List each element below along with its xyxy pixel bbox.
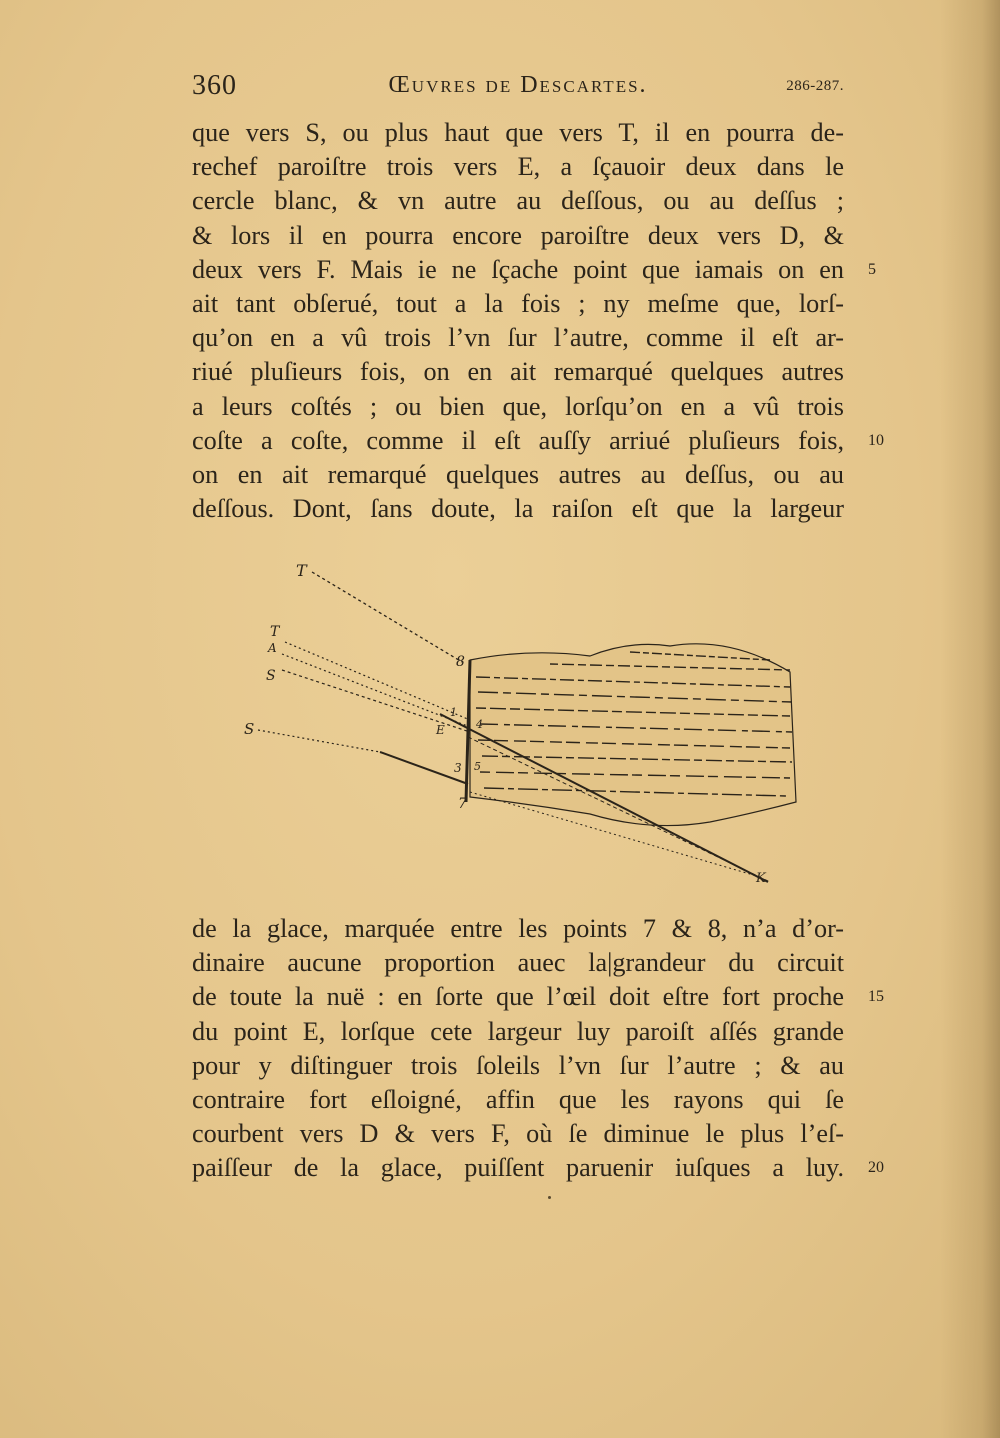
line-text: de la glace, marquée entre les points 7 & 8, n’a d’or- [192, 914, 844, 943]
text-block-bottom [192, 912, 884, 1186]
text-line [192, 1049, 844, 1083]
cloud-hatching [470, 644, 796, 826]
line-text: on en ait remarqué quelques autres au deſſus, ou au [192, 459, 844, 489]
page-header [192, 70, 844, 106]
label-4: 4 [476, 718, 483, 731]
line-text: deux vers F. Mais ie ne ſçache point que iamais on en [192, 254, 844, 284]
text-line [192, 321, 844, 355]
text-line [192, 116, 844, 150]
text-line [192, 1015, 844, 1049]
text-line [192, 219, 844, 253]
label-S-upper: S [266, 668, 276, 684]
text-line [192, 1083, 844, 1117]
text-line [192, 253, 876, 287]
text-line [192, 912, 844, 946]
label-T-second: T [270, 624, 280, 640]
label-K: K [756, 871, 766, 886]
folio-reference: 286-287. [786, 78, 844, 94]
text-line [192, 980, 884, 1014]
text-line [192, 424, 884, 458]
diagram-figure [230, 552, 830, 897]
line-text: deſſous. Dont, ſans doute, la raiſon eſt que la largeur [192, 494, 844, 524]
line-text: que vers S, ou plus haut que vers T, il en pourra de- [192, 118, 844, 147]
text-block-top [192, 116, 884, 526]
ice-cloud-diagram [230, 552, 830, 897]
line-text: riué pluſieurs fois, on en ait remarqué quelques autres [192, 357, 844, 387]
label-1: 1 [450, 706, 457, 719]
label-5: 5 [474, 760, 481, 773]
line-number: 15 [868, 988, 884, 1006]
text-line [192, 492, 844, 526]
label-7: 7 [458, 796, 467, 812]
line-text: coſte a coſte, comme il eſt auſſy arriué pluſieurs fois, [192, 425, 844, 455]
line-text: paiſſeur de la glace, puiſſent paruenir iuſques a luy. [192, 1153, 844, 1183]
line-text: & lors il en pourra encore paroiſtre deux vers D, & [192, 220, 844, 250]
book-spine-shadow [940, 0, 1000, 1438]
label-S-lower: S [244, 720, 255, 738]
line-number: 20 [868, 1159, 884, 1177]
text-line [192, 150, 844, 184]
text-line [192, 1151, 884, 1185]
text-line [192, 390, 844, 424]
label-E: E [436, 723, 445, 737]
running-title: Œuvres de Descartes. [388, 72, 648, 98]
label-A: A [268, 641, 277, 655]
line-text: dinaire aucune proportion auec la|grandeur du circuit [192, 948, 844, 978]
text-line [192, 287, 844, 321]
text-line [192, 184, 844, 218]
line-text: qu’on en a vû trois l’vn ſur l’autre, comme il eſt ar- [192, 323, 844, 353]
line-text: ait tant obſerué, tout a la fois ; ny meſme que, lorſ- [192, 288, 844, 318]
line-text: pour y diſtinguer trois ſoleils l’vn ſur l’autre ; & au [192, 1050, 844, 1080]
text-line [192, 355, 844, 389]
line-text: rechef paroiſtre trois vers E, a ſçauoir deux dans le [192, 152, 844, 182]
page-number: 360 [192, 70, 237, 101]
line-number: 5 [868, 260, 876, 278]
text-line [192, 946, 844, 980]
line-text: contraire fort eſloigné, affin que les rayons qui ſe [192, 1084, 844, 1114]
line-number: 10 [868, 431, 884, 449]
line-text: courbent vers D & vers F, où ſe diminue le plus l’eſ- [192, 1119, 844, 1149]
text-line [192, 1117, 844, 1151]
line-text: de toute la nuë : en ſorte que l’œil doit eſtre fort proche [192, 982, 844, 1012]
line-text: a leurs coſtés ; ou bien que, lorſqu’on en a vû trois [192, 391, 844, 421]
text-line [192, 458, 844, 492]
label-3: 3 [454, 761, 462, 775]
label-T-top: T [296, 561, 307, 580]
line-text: du point E, lorſque cete largeur luy paroiſt aſſés grande [192, 1016, 844, 1046]
stray-mark [548, 1196, 551, 1199]
line-text: cercle blanc, & vn autre au deſſous, ou au deſſus ; [192, 186, 844, 216]
label-8: 8 [456, 654, 465, 670]
